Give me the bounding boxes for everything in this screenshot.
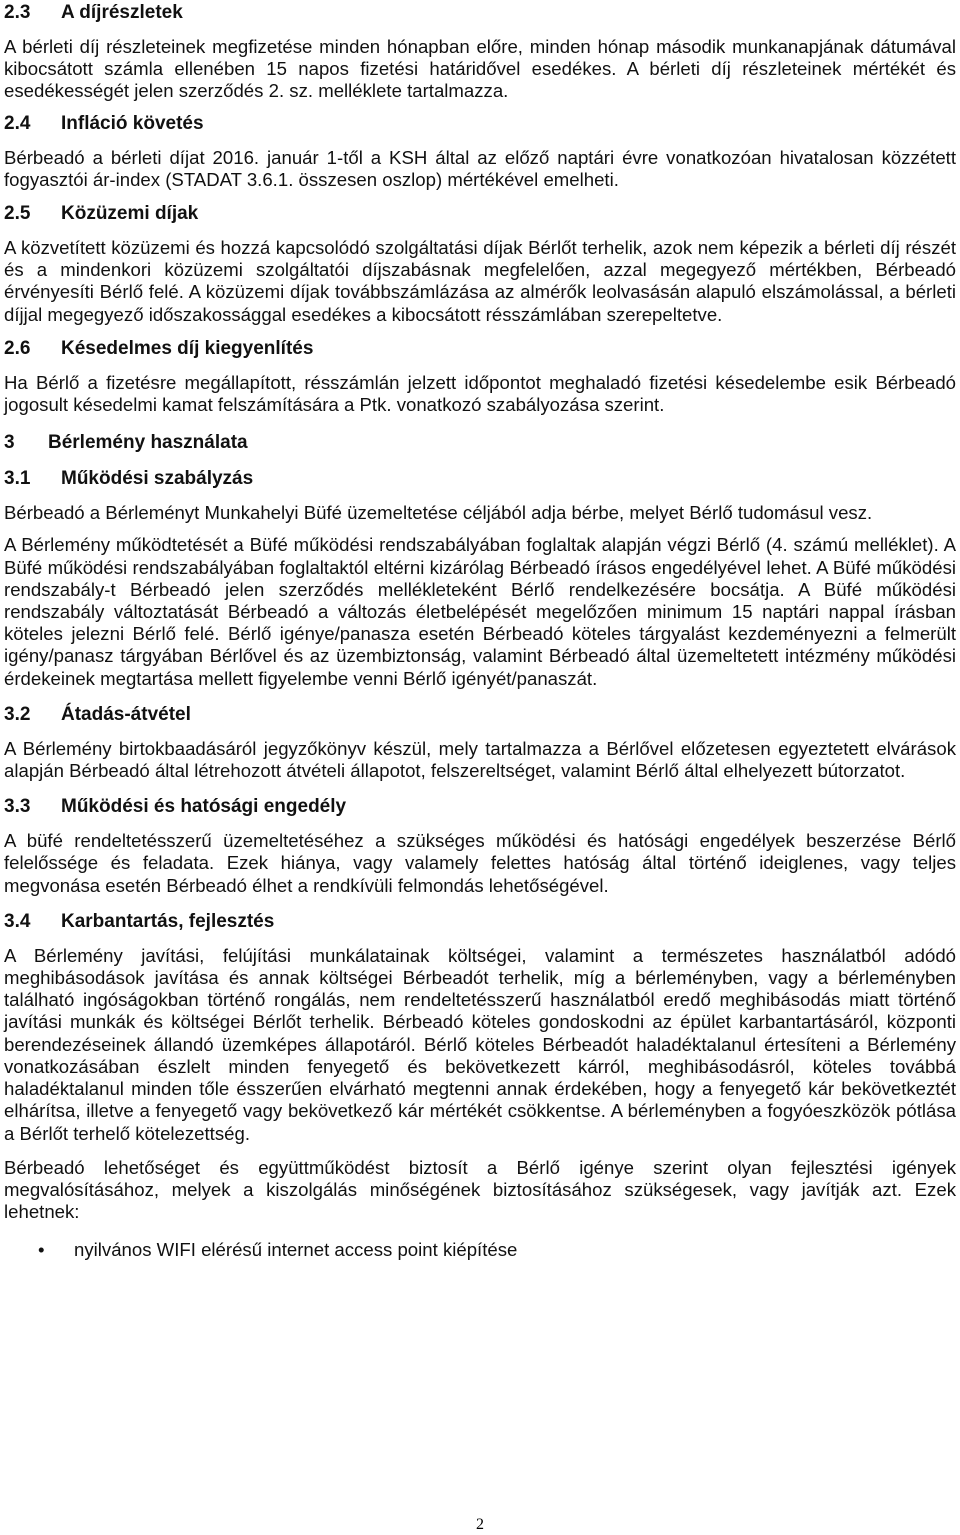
section-heading-3-2 xyxy=(4,704,956,726)
section-number: 2.3 xyxy=(4,2,31,23)
section-title: A díjrészletek xyxy=(61,2,183,23)
paragraph-3-2: A Bérlemény birtokbaadásáról jegyzőkönyv készül, mely tartalmazza a Bérlővel előzetesen egyeztetett elvárások alapján Bérbeadó által létrehozott átvételi állapotot, felszereltséget, valamint Bérlő által elhelyezett bútorzatot. xyxy=(4,737,956,782)
section-heading-3 xyxy=(4,432,956,454)
section-number: 3.2 xyxy=(4,703,31,725)
section-heading-3-1 xyxy=(4,468,956,490)
section-heading-2-6 xyxy=(4,338,956,360)
paragraph-3-4-b: Bérbeadó lehetőséget és együttműködést biztosít a Bérlő igénye szerint olyan fejlesztési igények megvalósításához, melyek a kiszolgálás minőségének biztosításához szükségesek, vagy javítják azt. Ezek lehetnek: xyxy=(4,1156,956,1223)
section-heading-2-3 xyxy=(4,2,956,24)
section-heading-2-5 xyxy=(4,203,956,225)
bullet-icon: • xyxy=(38,1239,45,1261)
section-number: 2.4 xyxy=(4,112,31,134)
section-title: Működési és hatósági engedély xyxy=(61,796,347,818)
section-number: 3 xyxy=(4,432,15,454)
paragraph-3-1-a: Bérbeadó a Bérleményt Munkahelyi Büfé üzemeltetése céljából adja bérbe, melyet Bérlő tudomásul vesz. xyxy=(4,502,873,524)
list-item xyxy=(4,1239,956,1261)
section-title: Karbantartás, fejlesztés xyxy=(61,910,275,932)
list-item-text: nyilvános WIFI elérésű internet access point kiépítése xyxy=(74,1239,518,1261)
section-number: 3.3 xyxy=(4,796,31,818)
section-heading-2-4 xyxy=(4,113,956,135)
paragraph-3-1-b: A Bérlemény működtetését a Büfé működési rendszabályában foglaltak alapján végzi Bérlő (4. számú melléklet). A Büfé működési rendszabályában foglaltaktól eltérni kizárólag Bérbeadó írásos engedélyével lehet. A Büfé működési rendszabály-t Bérbeadó jelen szerződés mellékleteként Bérlő rendelkezésére bocsátja. A Büfé működési rendszabály változtatását Bérbeadó a változás életbelépését megelőzően minimum 15 naptári nappal írásban köteles jelezni Bérlő felé. Bérlő igénye/panasza esetén Bérbeadó köteles tárgyalást kezdeményezni a felmerült igény/panasz tárgyában Bérlővel és az üzembiztonság, valamint Bérbeadó által üzemeltetett intézmény működési érdekeinek megtartása mellett figyelembe venni Bérlő igényét/panaszát. xyxy=(4,534,956,689)
paragraph-3-3: A büfé rendeltetésszerű üzemeltetéséhez a szükséges működési és hatósági engedélyek beszerzése Bérlő felelőssége és feladata. Ezek hiánya, vagy valamely felettes hatóság által történő ideiglenes, vagy teljes megvonása esetén Bérbeadó élhet a rendkívüli felmondás lehetőségével. xyxy=(4,830,956,896)
section-title: Késedelmes díj kiegyenlítés xyxy=(61,337,314,359)
section-number: 2.6 xyxy=(4,337,31,359)
section-number: 3.4 xyxy=(4,910,31,932)
section-title: Működési szabályzás xyxy=(61,468,254,490)
section-title: Bérlemény használata xyxy=(48,432,248,454)
paragraph-2-4: Bérbeadó a bérleti díjat 2016. január 1-től a KSH által az előző naptári évre vonatkozóan hivatalosan közzétett fogyasztói ár-index (STADAT 3.6.1. összesen oszlop) mértékével emelheti. xyxy=(4,146,956,190)
section-number: 2.5 xyxy=(4,203,31,225)
paragraph-3-4-a: A Bérlemény javítási, felújítási munkálatainak költségei, valamint a természetes használatból adódó meghibásodások javítása és annak költségei Bérbeadót terhelik, míg a bérleményben, vagy a bérleményben található ingóságokban történő rongálás, nem rendeltetésszerű használatból eredő meghibásodás miatt történő javítási munkák és költségei Bérlőt terhelik. Bérbeadó köteles gondoskodni az épület karbantartásáról, központi berendezéseinek állandó üzemképes állapotáról. Bérlő köteles Bérbeadót haladéktalanul értesíteni a Bérlemény vonatkozásában észlelt minden fenyegető és bekövetkezett kárról, meghibásodásról, köteles továbbá haladéktalanul minden tőle ésszerűen elvárható megtenni annak érdekében, hogy a fenyegető kár bekövetkeztét elhárítsa, illetve a fenyegető vagy bekövetkező kár mértékét csökkentse. A bérleményben a fogyóeszközök pótlása a Bérlőt terhelő kötelezettség. xyxy=(4,944,956,1144)
section-number: 3.1 xyxy=(4,468,31,490)
paragraph-2-5: A közvetített közüzemi és hozzá kapcsolódó szolgáltatási díjak Bérlőt terhelik, azok nem képezik a bérleti díj részét és a mindenkori közüzemi szolgáltatói díjszabásnak megfelelően, azzal megegyező mértékben, Bérbeadó érvényesíti Bérlő felé. A közüzemi díjak továbbszámlázása az almérők leolvasásán alapuló elszámolással, a bérleti díjjal megegyező időszakossággal esedékes a kibocsátott résszámlában szerepeltetve. xyxy=(4,237,956,325)
paragraph-2-3: A bérleti díj részleteinek megfizetése minden hónapban előre, minden hónap második munkanapjának dátumával kibocsátott számla ellenében 15 napos fizetési határidővel esedékes. A bérleti díj részleteinek mértékét és esedékességét jelen szerződés 2. sz. melléklete tartalmazza. xyxy=(4,36,956,102)
section-heading-3-4 xyxy=(4,911,956,933)
page-number: 2 xyxy=(476,1516,484,1533)
section-heading-3-3 xyxy=(4,796,956,818)
paragraph-2-6: Ha Bérlő a fizetésre megállapított, résszámlán jelzett időpontot meghaladó fizetési késedelembe esik Bérbeadó jogosult késedelmi kamat felszámítására a Ptk. vonatkozó szabályozása szerint. xyxy=(4,371,956,416)
section-title: Közüzemi díjak xyxy=(61,203,199,225)
section-title: Átadás-átvétel xyxy=(61,703,191,725)
section-title: Infláció követés xyxy=(61,112,204,134)
